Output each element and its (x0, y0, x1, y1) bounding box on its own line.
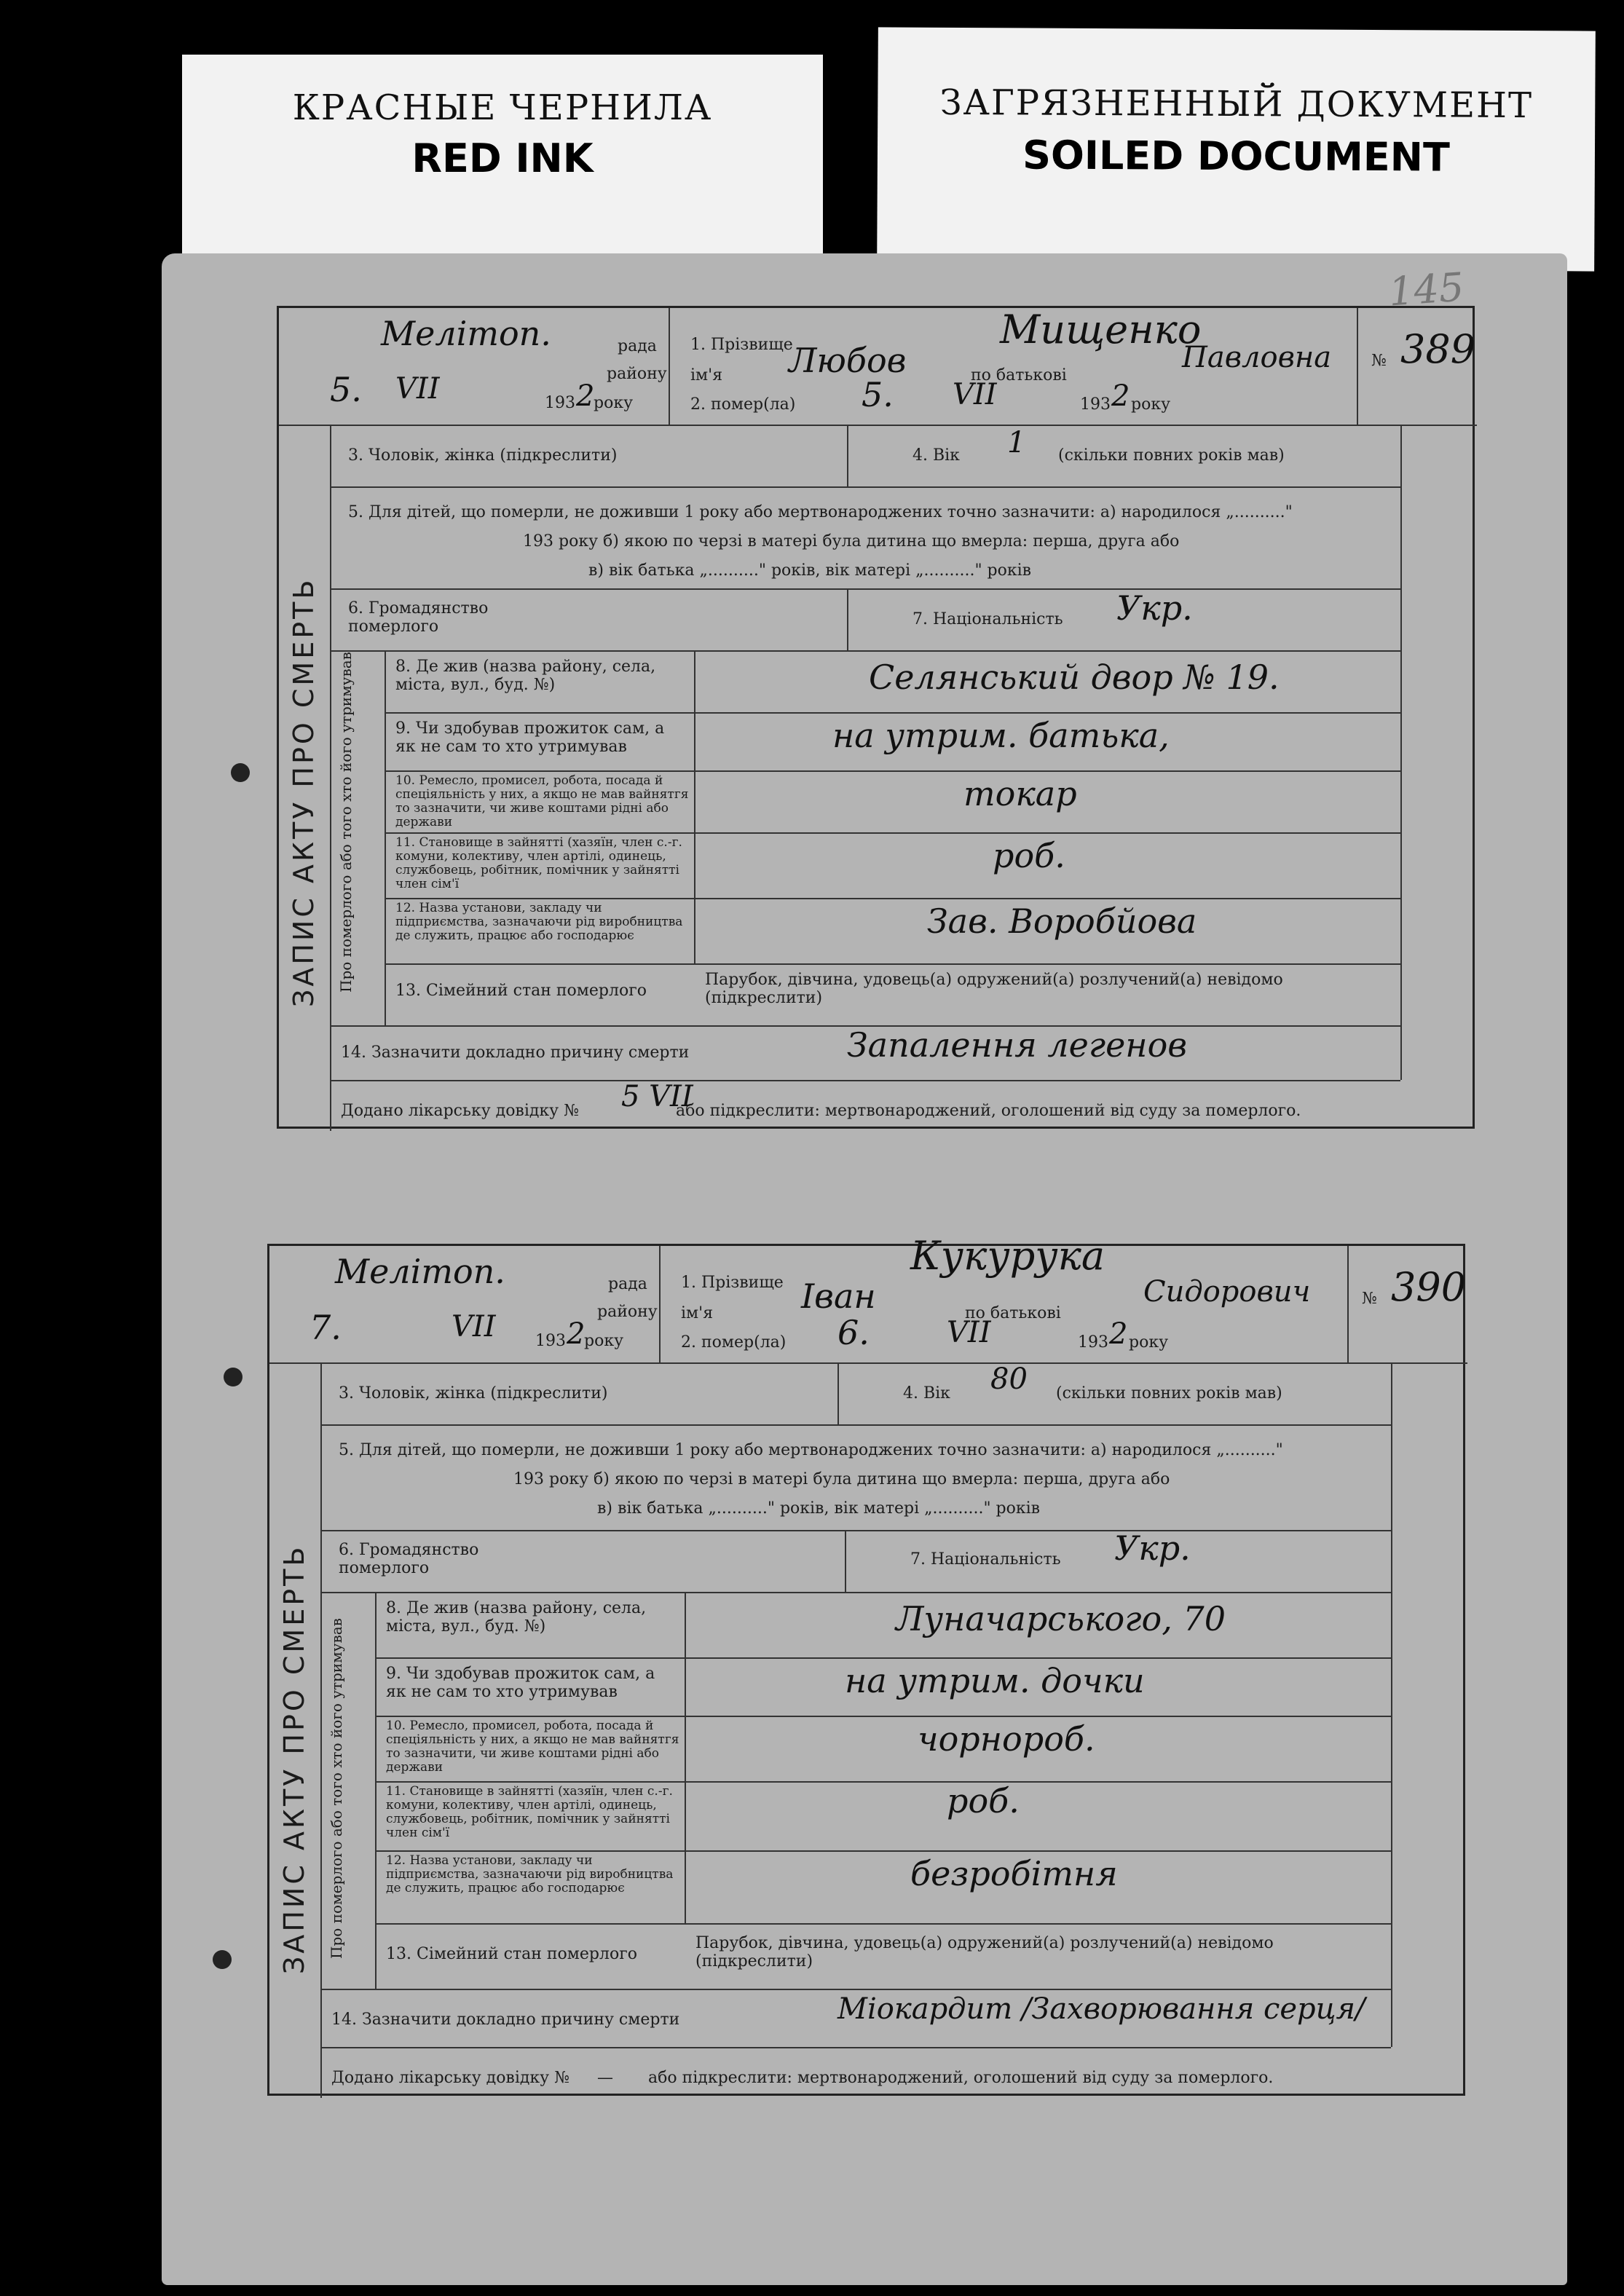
residence-value: Селянський двор № 19. (869, 658, 1280, 697)
name-label: ім'я (690, 366, 723, 384)
death-record-390 (267, 1233, 1467, 2096)
red-ink-tag (182, 55, 823, 273)
support-value: на утрим. батька, (832, 716, 1170, 755)
workplace-value: безробітня (910, 1854, 1118, 1893)
footer-b: або підкреслити: мертвонароджений, оголошений від суду за померлого. (676, 1102, 1301, 1120)
red-ink-ru: КРАСНЫЕ ЧЕРНИЛА (292, 87, 713, 128)
name-value: Любов (789, 341, 907, 380)
q5-line2: 193 року б) якою по черзі в матері була дитина що вмерла: перша, друга або (513, 1470, 1170, 1488)
q10-label: 10. Ремесло, промисел, робота, посада й спеціяльність у них, а якщо не мав вайнятгя то зазначити, чи живе коштами рідні або держави (395, 773, 689, 830)
q5-line1: 5. Для дітей, що померли, не доживши 1 року або мертвонароджених точно зазначити: а) народилося „.........." (339, 1441, 1283, 1459)
rayonu-label: району (607, 365, 667, 383)
q9-label: 9. Чи здобував прожиток сам, а як не сам то хто утримував (395, 719, 665, 757)
died-label: 2. помер(ла) (690, 395, 796, 414)
footer-b: або підкреслити: мертвонароджений, оголошений від суду за померлого. (648, 2069, 1274, 2087)
age-value: 1 (1007, 426, 1026, 459)
q8-label: 8. Де жив (назва району, села, міста, вул., буд. №) (386, 1599, 647, 1636)
patronymic-value: Павловна (1182, 341, 1332, 374)
cause-value: Запалення легенов (847, 1025, 1188, 1065)
side-title: ЗАПИС АКТУ ПРО СМЕРТЬ (278, 1544, 310, 1974)
nationality-value: Укр. (1116, 588, 1193, 628)
side-subtitle: Про померлого або того хто його утримував (337, 652, 355, 993)
died-roku: року (1131, 395, 1171, 414)
died-year: 2 (1111, 379, 1130, 413)
name-value: Іван (801, 1277, 876, 1316)
number-label: № (1362, 1290, 1377, 1308)
q5-line3: в) вік батька „.........." років, вік матері „.........." років (597, 1499, 1041, 1518)
reg-year: 2 (567, 1317, 586, 1351)
q9-label: 9. Чи здобував прожиток сам, а як не сам то хто утримував (386, 1665, 655, 1702)
q14-label: 14. Зазначити докладно причину смерти (341, 1044, 690, 1062)
binding-hole-icon (224, 1368, 243, 1386)
patronymic-label: по батькові (965, 1304, 1061, 1322)
rayonu-label: району (597, 1303, 658, 1321)
nationality-value: Укр. (1114, 1528, 1191, 1568)
surname-value: Мищенко (1000, 307, 1202, 352)
q12-label: 12. Назва установи, закладу чи підприємства, зазначаючи рід виробництва де служить, працює або господарює (395, 901, 683, 944)
surname-value: Кукурука (910, 1233, 1105, 1279)
q11-label: 11. Становище в зайнятті (хазяїн, член с.-г. комуни, колективу, член артілі, одинець, службовець, робітник, помічник у зайнятті член сім'ї (395, 835, 682, 892)
q13-options: Парубок, дівчина, удовець(а) одружений(а) розлучений(а) невідомо (підкреслити) (695, 1934, 1274, 1971)
q14-label: 14. Зазначити докладно причину смерти (331, 2011, 680, 2029)
page-number: 145 (1387, 264, 1466, 315)
surname-label: 1. Прізвище (681, 1274, 784, 1292)
died-month: VII (953, 378, 997, 411)
side-subtitle: Про померлого або того хто його утримував (328, 1618, 345, 1959)
died-label: 2. помер(ла) (681, 1333, 787, 1352)
soiled-document-tag (877, 27, 1596, 271)
q6-label: 6. Громадянство померлого (339, 1541, 479, 1578)
q6-label: 6. Громадянство померлого (348, 599, 489, 636)
position-value: роб. (947, 1781, 1020, 1820)
reg-day: 7. (310, 1308, 342, 1347)
reg-year: 2 (576, 379, 595, 413)
patronymic-label: по батькові (971, 366, 1067, 384)
record-number: 389 (1400, 326, 1476, 372)
side-title: ЗАПИС АКТУ ПРО СМЕРТЬ (288, 577, 320, 1007)
soiled-en: SOILED DOCUMENT (1022, 132, 1450, 181)
died-day: 6. (837, 1313, 870, 1352)
reg-year-prefix: 193 (535, 1332, 566, 1350)
binding-hole-icon (213, 1950, 232, 1969)
rada-value: Мелітоп. (335, 1252, 505, 1291)
q13-options: Парубок, дівчина, удовець(а) одружений(а) розлучений(а) невідомо (підкреслити) (705, 971, 1283, 1008)
certificate-value: — (597, 2069, 613, 2087)
q4-label-b: (скільки повних років мав) (1056, 1384, 1282, 1403)
rada-label: рада (618, 337, 657, 355)
reg-month: VII (452, 1310, 496, 1344)
died-year-prefix: 193 (1078, 1333, 1108, 1352)
died-year-prefix: 193 (1080, 395, 1111, 414)
binding-hole-icon (231, 763, 250, 782)
q4-label-a: 4. Вік (912, 446, 960, 465)
cause-value: Міокардит /Захворювання серця/ (837, 1992, 1365, 2026)
reg-year-prefix: 193 (545, 394, 575, 412)
q4-label-a: 4. Вік (903, 1384, 950, 1403)
reg-day: 5. (330, 370, 362, 409)
died-day: 5. (862, 375, 894, 414)
age-value: 80 (990, 1362, 1028, 1396)
died-year: 2 (1109, 1317, 1128, 1351)
q3-label: 3. Чоловік, жінка (підкреслити) (348, 446, 618, 465)
q10-label: 10. Ремесло, промисел, робота, посада й спеціяльність у них, а якщо не мав вайнятгя то зазначити, чи живе коштами рідні або держави (386, 1719, 679, 1775)
rada-label: рада (608, 1275, 647, 1293)
q8-label: 8. Де жив (назва району, села, міста, вул., буд. №) (395, 658, 656, 695)
q5-line2: 193 року б) якою по черзі в матері була дитина що вмерла: перша, друга або (523, 532, 1180, 551)
footer-a: Додано лікарську довідку № (341, 1102, 579, 1120)
certificate-value: 5 VII (621, 1080, 693, 1113)
number-label: № (1371, 352, 1387, 370)
red-ink-en: RED INK (411, 135, 594, 181)
q5-line3: в) вік батька „.........." років, вік матері „.........." років (588, 561, 1032, 580)
patronymic-value: Сидорович (1143, 1275, 1311, 1309)
occupation-value: токар (963, 774, 1077, 813)
surname-label: 1. Прізвище (690, 336, 793, 354)
q3-label: 3. Чоловік, жінка (підкреслити) (339, 1384, 608, 1403)
death-record-389 (277, 306, 1475, 1129)
q11-label: 11. Становище в зайнятті (хазяїн, член с.-г. комуни, колективу, член артілі, одинець, службовець, робітник, помічник у зайнятті член сім'ї (386, 1784, 673, 1841)
reg-month: VII (395, 372, 440, 406)
occupation-value: чорнороб. (918, 1719, 1095, 1759)
position-value: роб. (993, 836, 1065, 875)
footer-a: Додано лікарську довідку № (331, 2069, 569, 2087)
rada-value: Мелітоп. (381, 314, 551, 353)
q7-label: 7. Національність (912, 610, 1063, 628)
roku-label: року (594, 394, 634, 412)
workplace-value: Зав. Воробйова (927, 902, 1197, 941)
name-label: ім'я (681, 1304, 714, 1322)
record-number: 390 (1391, 1264, 1467, 1310)
q13-label: 13. Сімейний стан померлого (386, 1945, 638, 1963)
died-roku: року (1129, 1333, 1169, 1352)
soiled-ru: ЗАГРЯЗНЕННЫЙ ДОКУМЕНТ (939, 82, 1534, 127)
register-page (162, 253, 1567, 2285)
q13-label: 13. Сімейний стан померлого (395, 982, 647, 1000)
residence-value: Луначарського, 70 (896, 1599, 1226, 1638)
roku-label: року (584, 1332, 624, 1350)
q5-line1: 5. Для дітей, що померли, не доживши 1 року або мертвонароджених точно зазначити: а) народилося „.........." (348, 503, 1293, 521)
support-value: на утрим. дочки (845, 1661, 1145, 1700)
q12-label: 12. Назва установи, закладу чи підприємства, зазначаючи рід виробництва де служить, працює або господарює (386, 1853, 674, 1896)
q7-label: 7. Національність (910, 1550, 1061, 1569)
q4-label-b: (скільки повних років мав) (1058, 446, 1285, 465)
died-month: VII (947, 1316, 991, 1349)
